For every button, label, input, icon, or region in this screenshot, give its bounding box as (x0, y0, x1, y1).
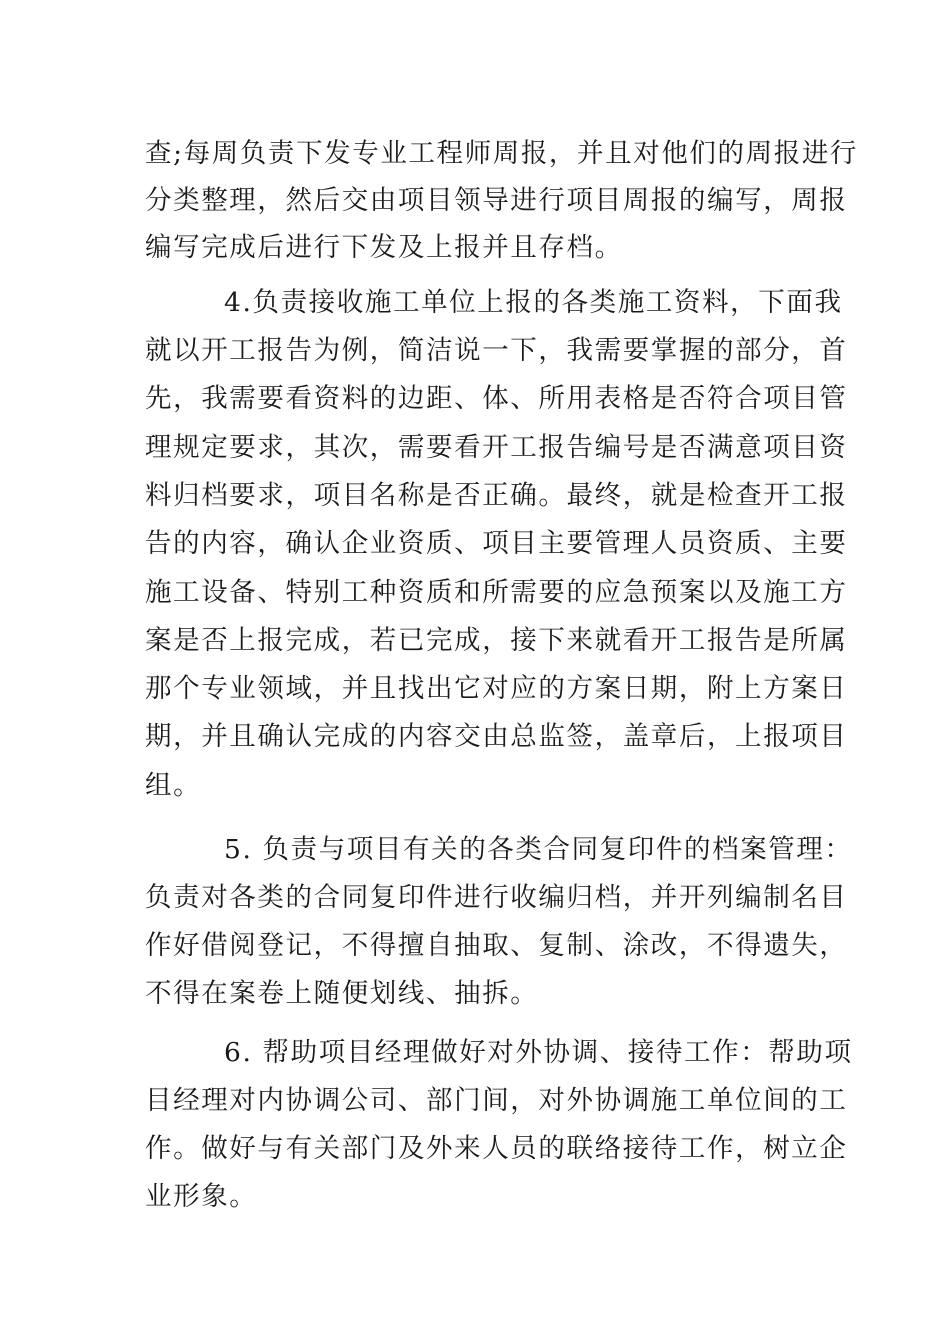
paragraph-3-line-4: 不得在案卷上随便划线、抽拆。 (145, 978, 539, 1009)
paragraph-1-line-3: 编写完成后进行下发及上报并且存档。 (145, 232, 623, 263)
paragraph-4-line-3: 作。做好与有关部门及外来人员的联络接待工作，树立企 (145, 1133, 848, 1164)
paragraph-2-line-5: 料归档要求，项目名称是否正确。最终，就是检查开工报 (145, 480, 848, 511)
paragraph-3-line-1: 5. 负责与项目有关的各类合同复印件的档案管理： (224, 834, 853, 865)
paragraph-4-line-2: 目经理对内协调公司、部门间，对外协调施工单位间的工 (145, 1085, 848, 1116)
paragraph-4-line-1: 6. 帮助项目经理做好对外协调、接待工作：帮助项 (224, 1037, 853, 1068)
paragraph-2-line-7: 施工设备、特别工种资质和所需要的应急预案以及施工方 (145, 577, 848, 608)
paragraph-2-line-9: 那个专业领域，并且找出它对应的方案日期，附上方案日 (145, 673, 848, 704)
paragraph-2-line-2: 就以开工报告为例，简洁说一下，我需要掌握的部分，首 (145, 335, 848, 366)
paragraph-2-line-10: 期，并且确认完成的内容交由总监签，盖章后，上报项目 (145, 721, 848, 752)
paragraph-1-line-1: 查;每周负责下发专业工程师周报，并且对他们的周报进行 (145, 138, 859, 169)
paragraph-2-line-11: 组。 (145, 770, 202, 801)
paragraph-3-line-2: 负责对各类的合同复印件进行收编归档，并开列编制名目 (145, 882, 848, 913)
paragraph-2-line-6: 告的内容，确认企业资质、项目主要管理人员资质、主要 (145, 528, 848, 559)
paragraph-2-line-1: 4.负责接收施工单位上报的各类施工资料，下面我 (224, 287, 843, 318)
paragraph-3-line-3: 作好借阅登记，不得擅自抽取、复制、涂改，不得遗失， (145, 930, 848, 961)
paragraph-2-line-3: 先，我需要看资料的边距、体、所用表格是否符合项目管 (145, 383, 848, 414)
paragraph-4-line-4: 业形象。 (145, 1181, 258, 1212)
paragraph-2-line-8: 案是否上报完成，若已完成，接下来就看开工报告是所属 (145, 625, 848, 656)
paragraph-2-line-4: 理规定要求，其次，需要看开工报告编号是否满意项目资 (145, 432, 848, 463)
paragraph-1-line-2: 分类整理，然后交由项目领导进行项目周报的编写，周报 (145, 185, 848, 216)
